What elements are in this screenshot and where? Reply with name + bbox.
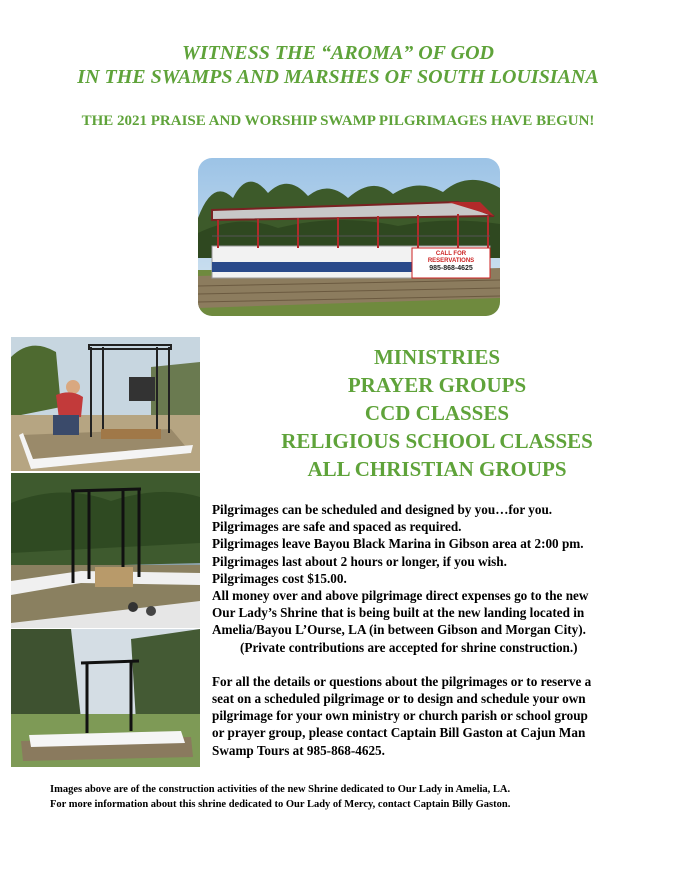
footer-line-1: Images above are of the construction activities of the new Shrine dedicated to Our Lady in Amelia, LA.: [50, 784, 511, 795]
boat-sign-line-1: CALL FOR: [435, 251, 467, 257]
pilgrimage-details: [212, 501, 672, 759]
body-line: Pilgrimages last about 2 hours or longer, if you wish.: [212, 553, 507, 569]
private-contributions-note: (Private contributions are accepted for shrine construction.): [240, 639, 578, 655]
footer: [50, 782, 670, 812]
construction-photo-3: [11, 629, 200, 767]
body-line: Our Lady’s Shrine that is being built at the new landing located in: [212, 605, 585, 621]
boat-sign-line-2: RESERVATIONS: [427, 258, 475, 264]
ministries-item: ALL CHRISTIAN GROUPS: [307, 457, 567, 481]
construction-photo-1: [11, 337, 200, 471]
contact-line: seat on a scheduled pilgrimage or to design and schedule your own: [212, 691, 586, 707]
body-line: Amelia/Bayou L’Ourse, LA (in between Gibson and Morgan City).: [212, 622, 586, 638]
title-line-1: WITNESS THE “AROMA” OF GOD: [182, 42, 494, 64]
boat-photo: [198, 158, 500, 316]
ministries-list: [232, 343, 642, 483]
ministries-item: RELIGIOUS SCHOOL CLASSES: [281, 429, 593, 453]
ministries-item: PRAYER GROUPS: [347, 373, 527, 397]
subtitle: THE 2021 PRAISE AND WORSHIP SWAMP PILGRIMAGES HAVE BEGUN!: [81, 113, 595, 129]
ministries-item: CCD CLASSES: [364, 401, 510, 425]
body-line: All money over and above pilgrimage direct expenses go to the new: [212, 588, 589, 604]
boat-sign-phone: 985-868-4625: [429, 265, 473, 272]
contact-line: For all the details or questions about the pilgrimages or to reserve a: [212, 673, 592, 689]
body-line: Pilgrimages are safe and spaced as required.: [212, 519, 462, 535]
contact-line: or prayer group, please contact Captain Bill Gaston at Cajun Man: [212, 725, 586, 741]
body-line: Pilgrimages can be scheduled and designed by you…for you.: [212, 502, 553, 517]
body-line: Pilgrimages leave Bayou Black Marina in Gibson area at 2:00 pm.: [212, 536, 584, 552]
contact-line: pilgrimage for your own ministry or church parish or school group: [212, 708, 588, 724]
ministries-item: MINISTRIES: [373, 345, 501, 369]
contact-line: Swamp Tours at 985-868-4625.: [212, 742, 385, 758]
body-line: Pilgrimages cost $15.00.: [212, 570, 347, 586]
construction-photo-2: [11, 473, 200, 628]
title-line-2: IN THE SWAMPS AND MARSHES OF SOUTH LOUISIANA: [77, 66, 599, 88]
footer-line-2: For more information about this shrine dedicated to Our Lady of Mercy, contact Captain Billy Gaston.: [50, 799, 511, 810]
